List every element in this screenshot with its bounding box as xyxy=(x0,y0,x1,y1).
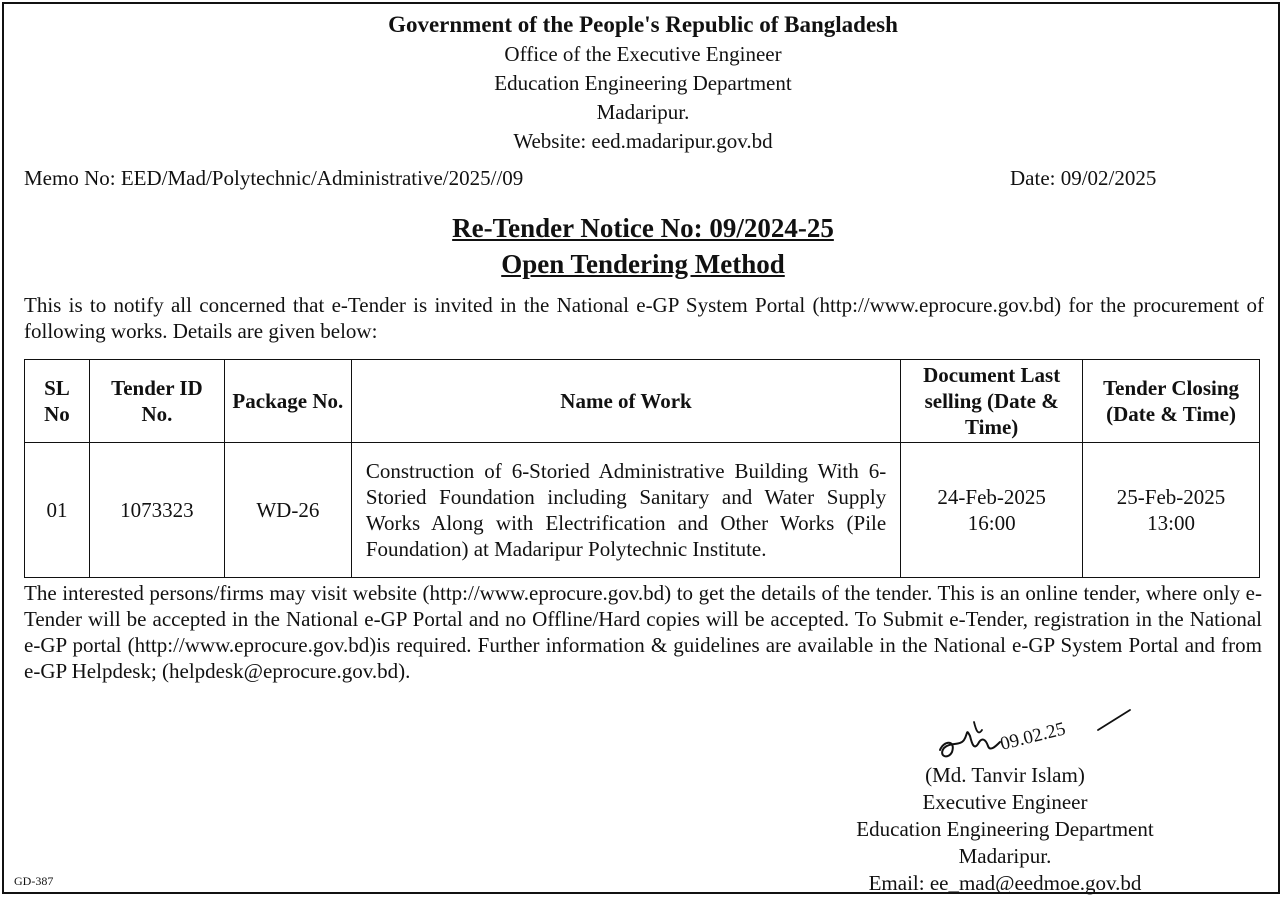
table-row xyxy=(25,443,1260,578)
cell-last-selling xyxy=(901,443,1083,578)
col-header-tender-id: Tender ID No. xyxy=(89,360,224,443)
signatory-designation: Executive Engineer xyxy=(922,790,1088,814)
col-header-closing: Tender Closing (Date & Time) xyxy=(1083,360,1260,443)
signatory-email: Email: ee_mad@eedmoe.gov.bd xyxy=(868,871,1142,895)
document-code: GD-387 xyxy=(14,874,54,888)
notice-heading xyxy=(0,210,1286,282)
col-header-package: Package No. xyxy=(224,360,351,443)
cell-package: WD-26 xyxy=(224,443,351,578)
office-website: Website: eed.madaripur.gov.bd xyxy=(513,129,773,153)
office-name: Office of the Executive Engineer xyxy=(504,42,782,66)
closing-time: 13:00 xyxy=(1147,511,1195,535)
closing-date: 25-Feb-2025 xyxy=(1116,485,1226,509)
signatory-block xyxy=(800,762,1210,897)
intro-paragraph: This is to notify all concerned that e-Tender is invited in the National e-GP System Portal (http://www.eprocure.gov.bd) for the procurement of following works. Details are given below: xyxy=(24,293,1264,343)
cell-sl: 01 xyxy=(25,443,90,578)
office-location: Madaripur. xyxy=(596,100,690,124)
cell-closing xyxy=(1083,443,1260,578)
details-paragraph: The interested persons/firms may visit website (http://www.eprocure.gov.bd) to get the details of the tender. This is an online tender, where only e-Tender will be accepted in the National e-GP Portal and no Offline/Hard copies will be accepted. To Submit e-Tender, registration in the National e-GP portal (http://www.eprocure.gov.bd)is required. Further information & guidelines are available in the National e-GP System Portal and from e-GP Helpdesk; (helpdesk@eprocure.gov.bd). xyxy=(24,581,1262,683)
memo-number: Memo No: EED/Mad/Polytechnic/Administrative/2025//09 xyxy=(24,166,524,190)
last-selling-time: 16:00 xyxy=(967,511,1016,535)
government-title: Government of the People's Republic of Bangladesh xyxy=(388,12,898,37)
col-header-work: Name of Work xyxy=(351,360,900,443)
col-header-sl: SL No xyxy=(25,360,90,443)
col-header-last-selling: Document Last selling (Date & Time) xyxy=(901,360,1083,443)
letterhead xyxy=(0,10,1286,156)
cell-tender-id: 1073323 xyxy=(89,443,224,578)
signatory-name: (Md. Tanvir Islam) xyxy=(925,763,1085,787)
cell-work: Construction of 6-Storied Administrative Building With 6-Storied Foundation including Sanitary and Water Supply Works Along with Electrification and Other Works (Pile Foundation) at Madaripur Polytechnic Institute. xyxy=(351,443,900,578)
department-name: Education Engineering Department xyxy=(494,71,792,95)
memo-date: Date: 09/02/2025 xyxy=(1010,166,1157,190)
signatory-location: Madaripur. xyxy=(958,844,1052,868)
last-selling-date: 24-Feb-2025 xyxy=(937,485,1046,509)
signature-date: 09.02.25 xyxy=(998,718,1068,755)
tender-table xyxy=(24,359,1260,578)
tender-method: Open Tendering Method xyxy=(501,249,785,279)
handwritten-signature xyxy=(930,700,1150,770)
signatory-department: Education Engineering Department xyxy=(856,817,1154,841)
notice-title: Re-Tender Notice No: 09/2024-25 xyxy=(452,213,834,243)
table-header-row xyxy=(25,360,1260,443)
